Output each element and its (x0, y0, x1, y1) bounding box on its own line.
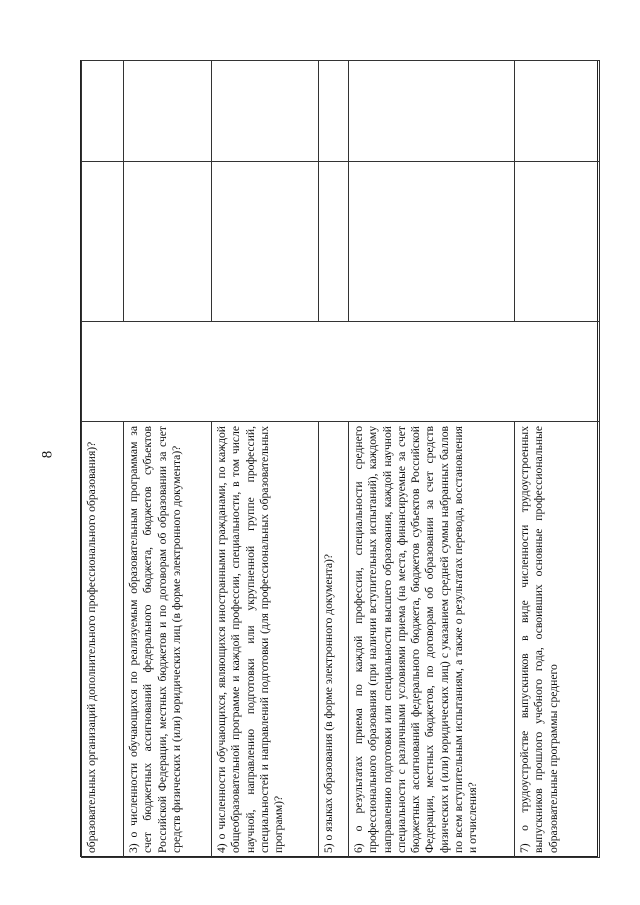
checklist-table-rotated (81, 61, 599, 858)
checklist-table-frame (80, 60, 598, 857)
question-cell: 4) о численности обучающихся, являющихся иностранными гражданами, по каждой общеобразовательной программе и каждой профессии, специальности, в том числе научной, направлению подготовки или укрупненной группе профессий, специальностей и направлений подготовки (для профессиональных образовательных программ)? (212, 422, 319, 858)
table-row (124, 61, 212, 858)
table-row (212, 61, 319, 858)
empty-cell (124, 61, 212, 162)
page-number: 8 (39, 450, 56, 459)
empty-cell (124, 162, 212, 322)
empty-cell (82, 61, 124, 162)
table-row (319, 61, 349, 858)
empty-cell (82, 322, 600, 422)
question-cell: образовательных организаций дополнительного профессионального образования)? (82, 422, 124, 858)
table-row (82, 61, 124, 858)
empty-cell (319, 162, 349, 322)
checklist-table (81, 60, 600, 858)
empty-cell (212, 162, 319, 322)
empty-cell (349, 61, 515, 162)
empty-cell (515, 61, 600, 162)
empty-cell (82, 162, 124, 322)
empty-cell (212, 61, 319, 162)
question-cell: 5) о языках образования (в форме электронного документа)? (319, 422, 349, 858)
empty-cell (515, 162, 600, 322)
empty-cell (349, 162, 515, 322)
question-cell: 3) о численности обучающихся по реализуемым образовательным программам за счет бюджетных ассигнований федерального бюджета, бюджетов субъектов Российской Федерации, местных бюджетов и по договорам об образовании за счет средств физических и (или) юридических лиц (в форме электронного документа)? (124, 422, 212, 858)
empty-cell (319, 61, 349, 162)
table-row (349, 61, 515, 858)
question-cell: 6) о результатах приема по каждой профессии, специальности среднего профессионального образования (при наличии вступительных испытаний), каждому направлению подготовки или специальности высшего образования, каждой научной специальности с различными условиями приема (на места, финансируемые за счет бюджетных ассигнований федерального бюджета, бюджетов субъектов Российской Федерации, местных бюджетов, по договорам об образовании за счет средств физических и (или) юридических лиц) с указанием средней суммы набранных баллов по всем вступительным испытаниям, а также о результатах перевода, восстановления и отчисления? (349, 422, 515, 858)
question-cell: 7) о трудоустройстве выпускников в виде численности трудоустроенных выпускников прошлого учебного года, освоивших основные профессиональные образовательные программы среднего (515, 422, 600, 858)
table-row (515, 61, 600, 858)
